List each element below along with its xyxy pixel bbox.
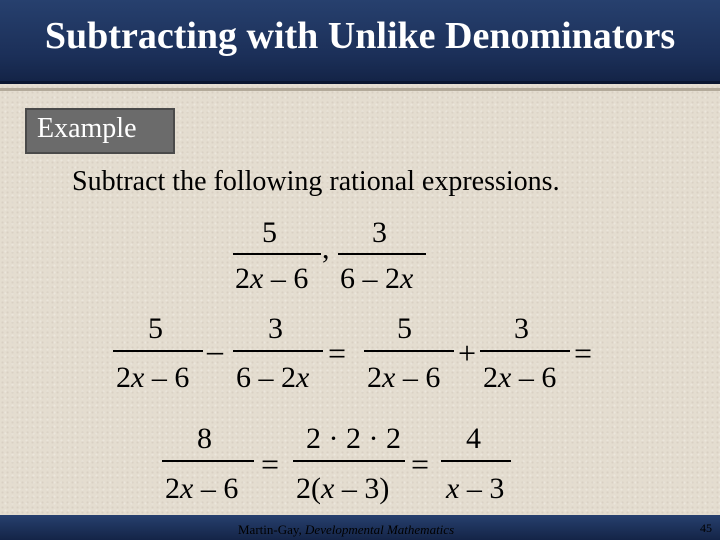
line2-fraction3-numerator: 4	[466, 422, 481, 455]
line1-fraction3-bar	[364, 350, 454, 352]
line1-fraction4-denominator: 2x – 6	[483, 361, 557, 394]
example-label: Example	[37, 113, 137, 144]
line2-equals-2: =	[411, 446, 430, 482]
line1-fraction1-numerator: 5	[148, 312, 163, 345]
given-denominator-1: 2x – 6	[235, 262, 309, 295]
footer-credit: Martin-Gay, Developmental Mathematics	[238, 522, 455, 537]
line2-fraction3-bar	[441, 460, 511, 462]
page-number: 45	[700, 521, 712, 535]
line1-fraction1-bar	[113, 350, 203, 352]
line2-fraction1-bar	[162, 460, 254, 462]
line1-fraction2-numerator: 3	[268, 312, 283, 345]
line1-fraction4-bar	[480, 350, 570, 352]
instruction-text: Subtract the following rational expressions.	[72, 166, 560, 197]
line2-fraction1-denominator: 2x – 6	[165, 472, 239, 505]
line2-fraction3-denominator: x – 3	[446, 472, 505, 505]
line2-fraction2-numerator: 2 · 2 · 2	[306, 422, 401, 455]
line1-equals-2: =	[574, 335, 593, 371]
given-fraction-bar-2	[338, 253, 426, 255]
given-comma: ,	[322, 232, 330, 265]
line1-equals-1: =	[328, 335, 347, 371]
given-numerator-2: 3	[372, 216, 387, 249]
line1-plus-sign: +	[458, 335, 477, 371]
line2-fraction2-denominator: 2(x – 3)	[296, 472, 390, 505]
line1-fraction2-denominator: 6 – 2x	[236, 361, 310, 394]
given-denominator-2: 6 – 2x	[340, 262, 414, 295]
line2-equals-1: =	[261, 446, 280, 482]
title-divider	[0, 88, 720, 91]
line1-fraction4-numerator: 3	[514, 312, 529, 345]
line2-fraction1-numerator: 8	[197, 422, 212, 455]
given-fraction-bar-1	[233, 253, 321, 255]
line1-fraction3-denominator: 2x – 6	[367, 361, 441, 394]
line1-fraction2-bar	[233, 350, 323, 352]
slide-title: Subtracting with Unlike Denominators	[44, 15, 676, 57]
line1-fraction1-denominator: 2x – 6	[116, 361, 190, 394]
line1-fraction3-numerator: 5	[397, 312, 412, 345]
line1-minus-sign: –	[207, 332, 223, 368]
given-numerator-1: 5	[262, 216, 277, 249]
line2-fraction2-bar	[293, 460, 405, 462]
